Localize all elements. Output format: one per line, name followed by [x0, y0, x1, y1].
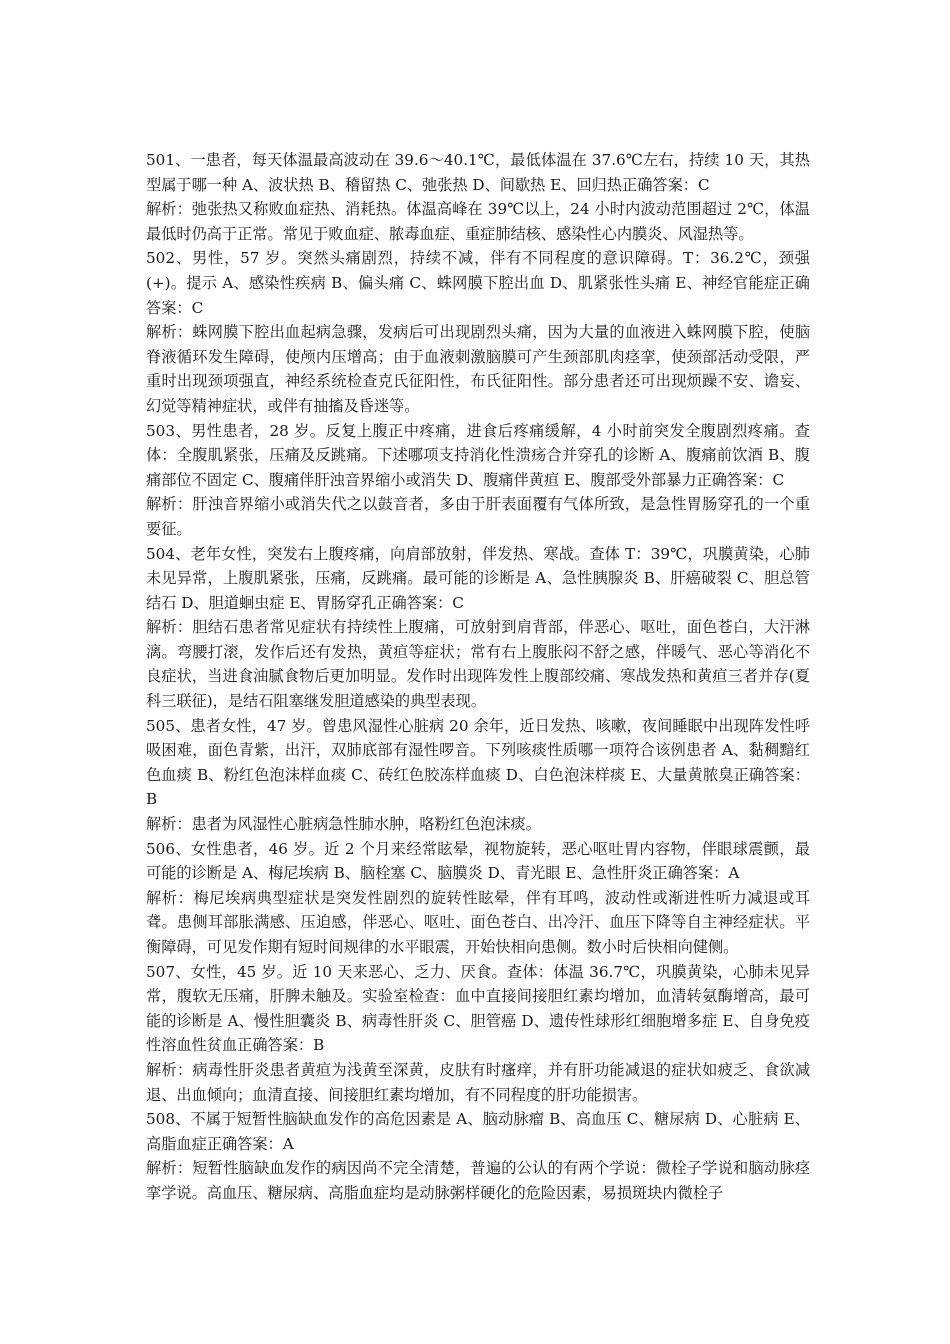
explanation-504: 解析：胆结石患者常见症状有持续性上腹痛，可放射到肩背部，伴恶心、呕吐，面色苍白，大汗淋漓。弯腰打滚，发作后还有发热，黄疸等症状；常有右上腹胀闷不舒之感，伴暖气、恶心等消化不良症状，当进食油腻食物后更加明显。发作时出现阵发性上腹部绞痛、寒战发热和黄疸三者并存(夏科三联征)，是结石阻塞继发胆道感染的典型表现。 [146, 618, 810, 711]
explanation-501: 解析：弛张热又称败血症热、消耗热。体温高峰在 39℃以上，24 小时内波动范围超过 2℃，体温最低时仍高于正常。常见于败血症、脓毒血症、重症肺结核、感染性心内膜炎、风湿热等。 [146, 200, 810, 243]
explanation-502: 解析：蛛网膜下腔出血起病急骤，发病后可出现剧烈头痛，因为大量的血液进入蛛网膜下腔，使脑脊液循环发生障碍，使颅内压增高；由于血液刺激脑膜可产生颈部肌肉痉挛，使颈部活动受限，严重时出现颈项强直，神经系统检查克氏征阳性，布氏征阳性。部分患者还可出现烦躁不安、谵妄、幻觉等精神症状，或伴有抽搐及昏迷等。 [146, 323, 810, 415]
question-508: 508、不属于短暂性脑缺血发作的高危因素是 A、脑动脉瘤 B、高血压 C、糖尿病 D、心脏病 E、高脂血症正确答案：A [146, 1110, 810, 1153]
question-507: 507、女性，45 岁。近 10 天来恶心、乏力、厌食。查体：体温 36.7℃，巩膜黄染，心肺未见异常，腹软无压痛，肝脾未触及。实验室检查：血中直接间接胆红素均增加，血清转氨酶增高，最可能的诊断是 A、慢性胆囊炎 B、病毒性肝炎 C、胆管癌 D、遗传性球形红细胞增多症 E、自身免疫性溶血性贫血正确答案：B [146, 962, 810, 1055]
explanation-505: 解析：患者为风湿性心脏病急性肺水肿，咯粉红色泡沫痰。 [146, 815, 541, 834]
question-501: 501、一患者，每天体温最高波动在 39.6～40.1℃，最低体温在 37.6℃左右，持续 10 天，其热型属于哪一种 A、波状热 B、稽留热 C、弛张热 D、间歇热 E、回归热正确答案：C [146, 151, 810, 194]
question-505: 505、患者女性，47 岁。曾患风湿性心脏病 20 余年，近日发热、咳嗽，夜间睡眠中出现阵发性呼吸困难，面色青紫，出汗，双肺底部有湿性啰音。下列咳痰性质哪一项符合该例患者 A、黏稠黯红色血痰 B、粉红色泡沫样血痰 C、砖红色胶冻样血痰 D、白色泡沫样痰 E、大量黄脓臭正确答案：B [146, 716, 810, 809]
question-503: 503、男性患者，28 岁。反复上腹正中疼痛，进食后疼痛缓解，4 小时前突发全腹剧烈疼痛。查体：全腹肌紧张，压痛及反跳痛。下述哪项支持消化性溃疡合并穿孔的诊断 A、腹痛前饮酒 B、腹痛部位不固定 C、腹痛伴肝浊音界缩小或消失 D、腹痛伴黄疸 E、腹部受外部暴力正确答案：C [146, 421, 810, 489]
document-body [146, 148, 810, 1206]
question-504: 504、老年女性，突发右上腹疼痛，向肩部放射，伴发热、寒战。查体 T：39℃，巩膜黄染，心肺未见异常，上腹肌紧张，压痛，反跳痛。最可能的诊断是 A、急性胰腺炎 B、肝癌破裂 C、胆总管结石 D、胆道蛔虫症 E、胃肠穿孔正确答案：C [146, 544, 810, 612]
explanation-507: 解析：病毒性肝炎患者黄疸为浅黄至深黄，皮肤有时瘙痒，并有肝功能减退的症状如疲乏、食欲减退、出血倾向；血清直接、间接胆红素均增加，有不同程度的肝功能损害。 [146, 1060, 810, 1104]
explanation-506: 解析：梅尼埃病典型症状是突发性剧烈的旋转性眩晕，伴有耳鸣，波动性或渐进性听力减退或耳聋。患侧耳部胀满感、压迫感，伴恶心、呕吐、面色苍白、出冷汗、血压下降等自主神经症状。平衡障碍，可见发作期有短时间规律的水平眼震，开始快相向患侧。数小时后快相向健侧。 [146, 888, 810, 956]
question-506: 506、女性患者，46 岁。近 2 个月来经常眩晕，视物旋转，恶心呕吐胃内容物，伴眼球震颤，最可能的诊断是 A、梅尼埃病 B、脑栓塞 C、脑膜炎 D、青光眼 E、急性肝炎正确答案：A [146, 839, 810, 883]
explanation-508: 解析：短暂性脑缺血发作的病因尚不完全清楚，普遍的公认的有两个学说：微栓子学说和脑动脉痉挛学说。高血压、糖尿病、高脂血症均是动脉粥样硬化的危险因素，易损斑块内微栓子 [146, 1159, 810, 1202]
question-502: 502、男性，57 岁。突然头痛剧烈，持续不减，伴有不同程度的意识障碍。T：36.2℃，颈强(+)。提示 A、感染性疾病 B、偏头痛 C、蛛网膜下腔出血 D、肌紧张性头痛 E、神经官能症正确答案：C [146, 249, 810, 317]
explanation-503: 解析：肝浊音界缩小或消失代之以鼓音者，多由于肝表面覆有气体所致，是急性胃肠穿孔的一个重要征。 [146, 495, 810, 538]
